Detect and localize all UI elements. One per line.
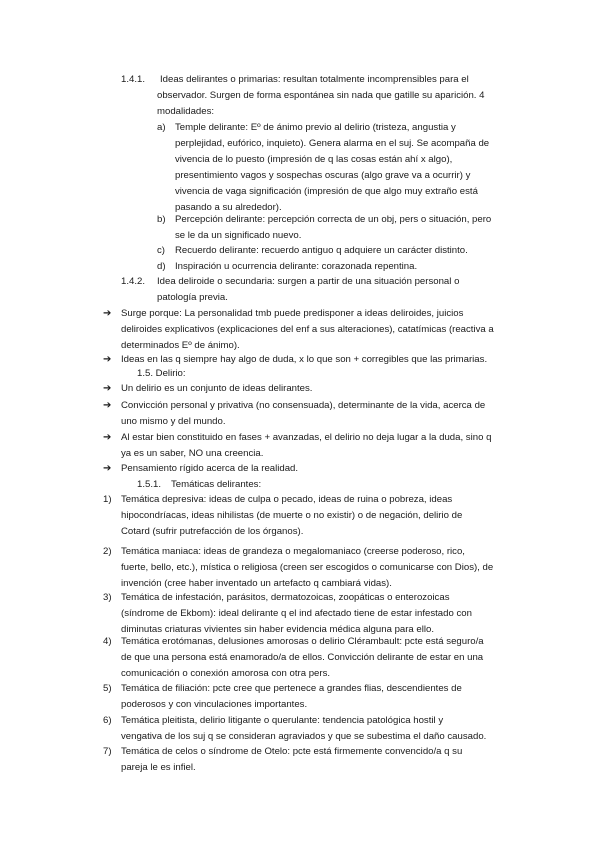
list-marker: 3): [103, 592, 112, 603]
text-line: Convicción personal y privativa (no consensuada), determinante de la vida, acerca de: [121, 400, 486, 411]
list-marker: 5): [103, 683, 112, 694]
text-line: se le da un significado nuevo.: [175, 230, 302, 241]
text-line: (síndrome de Ekbom): ideal delirante q el ind afectado tiene de estar infestado con: [121, 608, 472, 619]
text-line: vengativa de los suj q se consideran agraviados y que se subestima el daño causado.: [121, 731, 487, 742]
text-line: Temática de celos o síndrome de Otelo: pcte está firmemente convencido/a q su: [121, 746, 463, 757]
text-line: Cotard (sufrir putrefacción de los órganos).: [121, 526, 304, 537]
text-line: Temática maniaca: ideas de grandeza o megalomaniaco (creerse poderoso, rico,: [121, 546, 465, 557]
text-line: Temática pleitista, delirio litigante o querulante: tendencia patológica hostil y: [121, 715, 444, 726]
list-marker: 7): [103, 746, 112, 757]
section-heading: 1.5. Delirio:: [137, 368, 186, 379]
text-line: Percepción delirante: percepción correcta de un obj, pers o situación, pero: [175, 214, 492, 225]
text-line: Pensamiento rígido acerca de la realidad.: [121, 463, 299, 474]
section-heading: Temáticas delirantes:: [171, 479, 262, 490]
list-marker: 2): [103, 546, 112, 557]
arrow-bullet-icon: ➔: [103, 383, 112, 394]
text-line: Temple delirante: Eº de ánimo previo al delirio (tristeza, angustia y: [175, 122, 456, 133]
text-line: deliroides explicativos (explicaciones del enf a sus alteraciones), catatímicas (reactiva a: [121, 324, 494, 335]
text-line: presentimiento vagos y sospechas oscuras (algo grave va a ocurrir) y: [175, 170, 471, 181]
text-line: modalidades:: [157, 106, 215, 117]
text-line: fuerte, bello, etc.), mística o religiosa (creen ser escogidos o comunicarse con Dios), de: [121, 562, 494, 573]
text-line: de que una persona está enamorado/a de ellos. Convicción delirante de estar en una: [121, 652, 484, 663]
list-marker: 6): [103, 715, 112, 726]
list-marker: c): [157, 245, 165, 256]
list-marker: 1): [103, 494, 112, 505]
text-line: diminutas criaturas vivientes sin haber evidencia médica alguna para ello.: [121, 624, 435, 635]
text-line: Temática depresiva: ideas de culpa o pecado, ideas de ruina o pobreza, ideas: [121, 494, 453, 505]
text-line: Ideas delirantes o primarias: resultan totalmente incomprensibles para el: [160, 74, 469, 85]
text-line: invención (cree haber inventado un artefacto q cambiará vidas).: [121, 578, 392, 589]
text-line: comunicación o conexión amorosa con otra pers.: [121, 668, 331, 679]
arrow-bullet-icon: ➔: [103, 463, 112, 474]
text-line: Ideas en las q siempre hay algo de duda, x lo que son + corregibles que las primarias.: [121, 354, 488, 365]
text-line: Al estar bien constituido en fases + avanzadas, el delirio no deja lugar a la duda, sino q: [121, 432, 492, 443]
text-line: perplejidad, eufórico, inquieto). Genera alarma en el suj. Se acompaña de: [175, 138, 490, 149]
text-line: Temática erotómanas, delusiones amorosas o delirio Clérambault: pcte está seguro/a: [121, 636, 484, 647]
arrow-bullet-icon: ➔: [103, 308, 112, 319]
text-line: Temática de filiación: pcte cree que pertenece a grandes flias, descendientes de: [121, 683, 462, 694]
text-line: determinados Eº de ánimo).: [121, 340, 240, 351]
arrow-bullet-icon: ➔: [103, 354, 112, 365]
text-line: observador. Surgen de forma espontánea sin nada que gatille su aparición. 4: [157, 90, 485, 101]
text-line: Un delirio es un conjunto de ideas delirantes.: [121, 383, 313, 394]
text-line: Inspiración u ocurrencia delirante: corazonada repentina.: [175, 261, 418, 272]
section-number: 1.4.1.: [121, 74, 146, 85]
list-marker: a): [157, 122, 166, 133]
text-line: ya es un saber, NO una creencia.: [121, 448, 264, 459]
text-line: hipocondríacas, ideas nihilistas (de muerte o no existir) o de negación, delirio de: [121, 510, 463, 521]
text-line: Recuerdo delirante: recuerdo antiguo q adquiere un carácter distinto.: [175, 245, 468, 256]
list-marker: 4): [103, 636, 112, 647]
list-marker: d): [157, 261, 166, 272]
text-line: poderosos y con vinculaciones importantes.: [121, 699, 308, 710]
text-line: Idea deliroide o secundaria: surgen a partir de una situación personal o: [157, 276, 460, 287]
text-line: uno mismo y del mundo.: [121, 416, 226, 427]
list-marker: b): [157, 214, 166, 225]
text-line: Temática de infestación, parásitos, dermatozoicas, zoopáticas o enterozoicas: [121, 592, 450, 603]
arrow-bullet-icon: ➔: [103, 432, 112, 443]
section-number: 1.4.2.: [121, 276, 146, 287]
arrow-bullet-icon: ➔: [103, 400, 112, 411]
text-line: Surge porque: La personalidad tmb puede predisponer a ideas deliroides, juicios: [121, 308, 464, 319]
text-line: pareja le es infiel.: [121, 762, 196, 773]
text-line: pasando a su alrededor).: [175, 202, 282, 213]
text-line: patología previa.: [157, 292, 228, 303]
text-line: vivencia de vaga significación (impresión de que algo muy extraño está: [175, 186, 478, 197]
section-number: 1.5.1.: [137, 479, 162, 490]
text-line: vivencia de lo puesto (impresión de q las cosas están ahí x algo),: [175, 154, 453, 165]
